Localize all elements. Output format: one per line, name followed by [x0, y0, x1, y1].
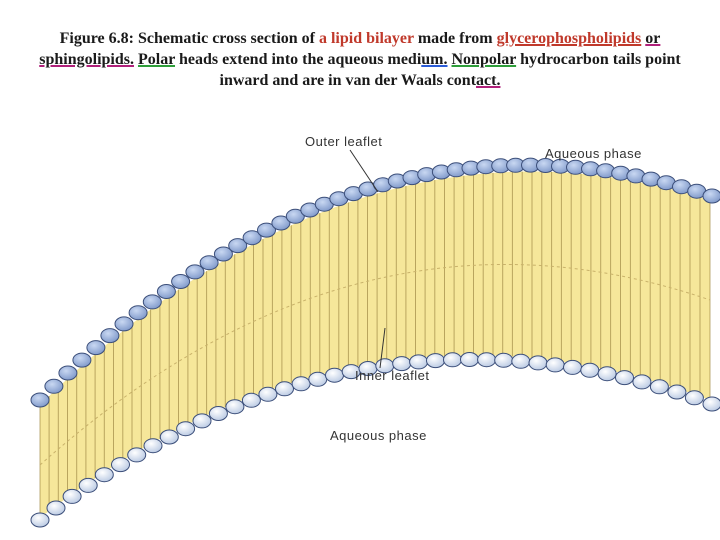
inner-lipid-head: [529, 356, 547, 370]
label-aqueous-phase-bottom: Aqueous phase: [330, 428, 427, 443]
figure-caption: [20, 28, 700, 91]
inner-lipid-head: [95, 468, 113, 482]
caption-hydrocarbon: hydrocarbon: [520, 51, 609, 68]
outer-lipid-head: [703, 189, 720, 203]
inner-lipid-head: [616, 371, 634, 385]
inner-lipid-head: [276, 382, 294, 396]
caption-heads: heads: [179, 51, 219, 68]
label-inner-leaflet: Inner leaflet: [355, 368, 430, 383]
caption-text-1: Schematic cross section of: [137, 30, 315, 47]
outer-lipid-head: [115, 317, 133, 331]
inner-lipid-head: [144, 439, 162, 453]
caption-lipid-bilayer: a lipid bilayer: [318, 30, 414, 47]
outer-lipid-head: [172, 275, 190, 289]
inner-lipid-head: [160, 430, 178, 444]
caption-tails: tails: [612, 51, 642, 68]
inner-lipid-head: [259, 387, 277, 401]
caption-text-4: point inward and are in van der Waals cont: [219, 51, 681, 89]
inner-lipid-head: [209, 407, 227, 421]
caption-text-2: made from: [417, 30, 493, 47]
outer-lipid-head: [73, 353, 91, 367]
outer-lipid-head: [129, 306, 147, 320]
hydrocarbon-tail-region: [40, 172, 710, 518]
outer-lipid-head: [87, 341, 105, 355]
outer-lipid-head: [101, 329, 119, 343]
inner-lipid-head: [112, 458, 130, 472]
caption-act: act.: [476, 72, 501, 89]
inner-lipid-head: [668, 385, 686, 399]
inner-lipid-head: [63, 489, 81, 503]
caption-text-3: extend into the aqueous medi: [222, 51, 422, 68]
caption-or-sphingolipids: or sphingolipids.: [39, 30, 661, 68]
inner-lipid-head: [495, 353, 513, 367]
inner-lipid-head: [242, 393, 260, 407]
inner-lipid-head: [512, 354, 530, 368]
inner-lipid-head: [703, 397, 720, 411]
caption-um: um.: [421, 51, 448, 68]
inner-lipid-head: [633, 375, 651, 389]
outer-lipid-head: [186, 265, 204, 279]
inner-lipid-head: [193, 414, 211, 428]
inner-lipid-head: [685, 391, 703, 405]
inner-lipid-head: [309, 372, 327, 386]
caption-glycerophospholipids: glycerophospholipids: [496, 30, 642, 47]
inner-lipid-head: [326, 368, 344, 382]
inner-lipid-head: [478, 353, 496, 367]
inner-lipid-head: [79, 478, 97, 492]
inner-lipid-head: [226, 400, 244, 414]
outer-lipid-head: [157, 285, 175, 299]
caption-polar: Polar: [137, 51, 176, 68]
inner-lipid-head: [598, 367, 616, 381]
inner-lipid-head: [546, 358, 564, 372]
inner-lipid-head: [564, 360, 582, 374]
inner-lipid-head: [461, 353, 479, 367]
inner-lipid-head: [47, 501, 65, 515]
inner-lipid-head: [427, 354, 445, 368]
label-outer-leaflet: Outer leaflet: [305, 134, 383, 149]
caption-nonpolar: Nonpolar: [451, 51, 517, 68]
lipid-bilayer-diagram: [0, 100, 720, 540]
label-aqueous-phase-top: Aqueous phase: [545, 146, 642, 161]
figure-number: Figure 6.8:: [59, 30, 134, 47]
inner-lipid-head: [177, 422, 195, 436]
outer-lipid-head: [143, 295, 161, 309]
outer-lipid-head: [59, 366, 77, 380]
outer-lipid-head: [45, 379, 63, 393]
inner-lipid-head: [292, 377, 310, 391]
inner-lipid-head: [128, 448, 146, 462]
inner-lipid-head: [31, 513, 49, 527]
inner-lipid-head: [444, 353, 462, 367]
inner-lipid-head: [410, 355, 428, 369]
outer-lipid-head: [31, 393, 49, 407]
inner-lipid-head: [650, 380, 668, 394]
inner-lipid-head: [581, 363, 599, 377]
